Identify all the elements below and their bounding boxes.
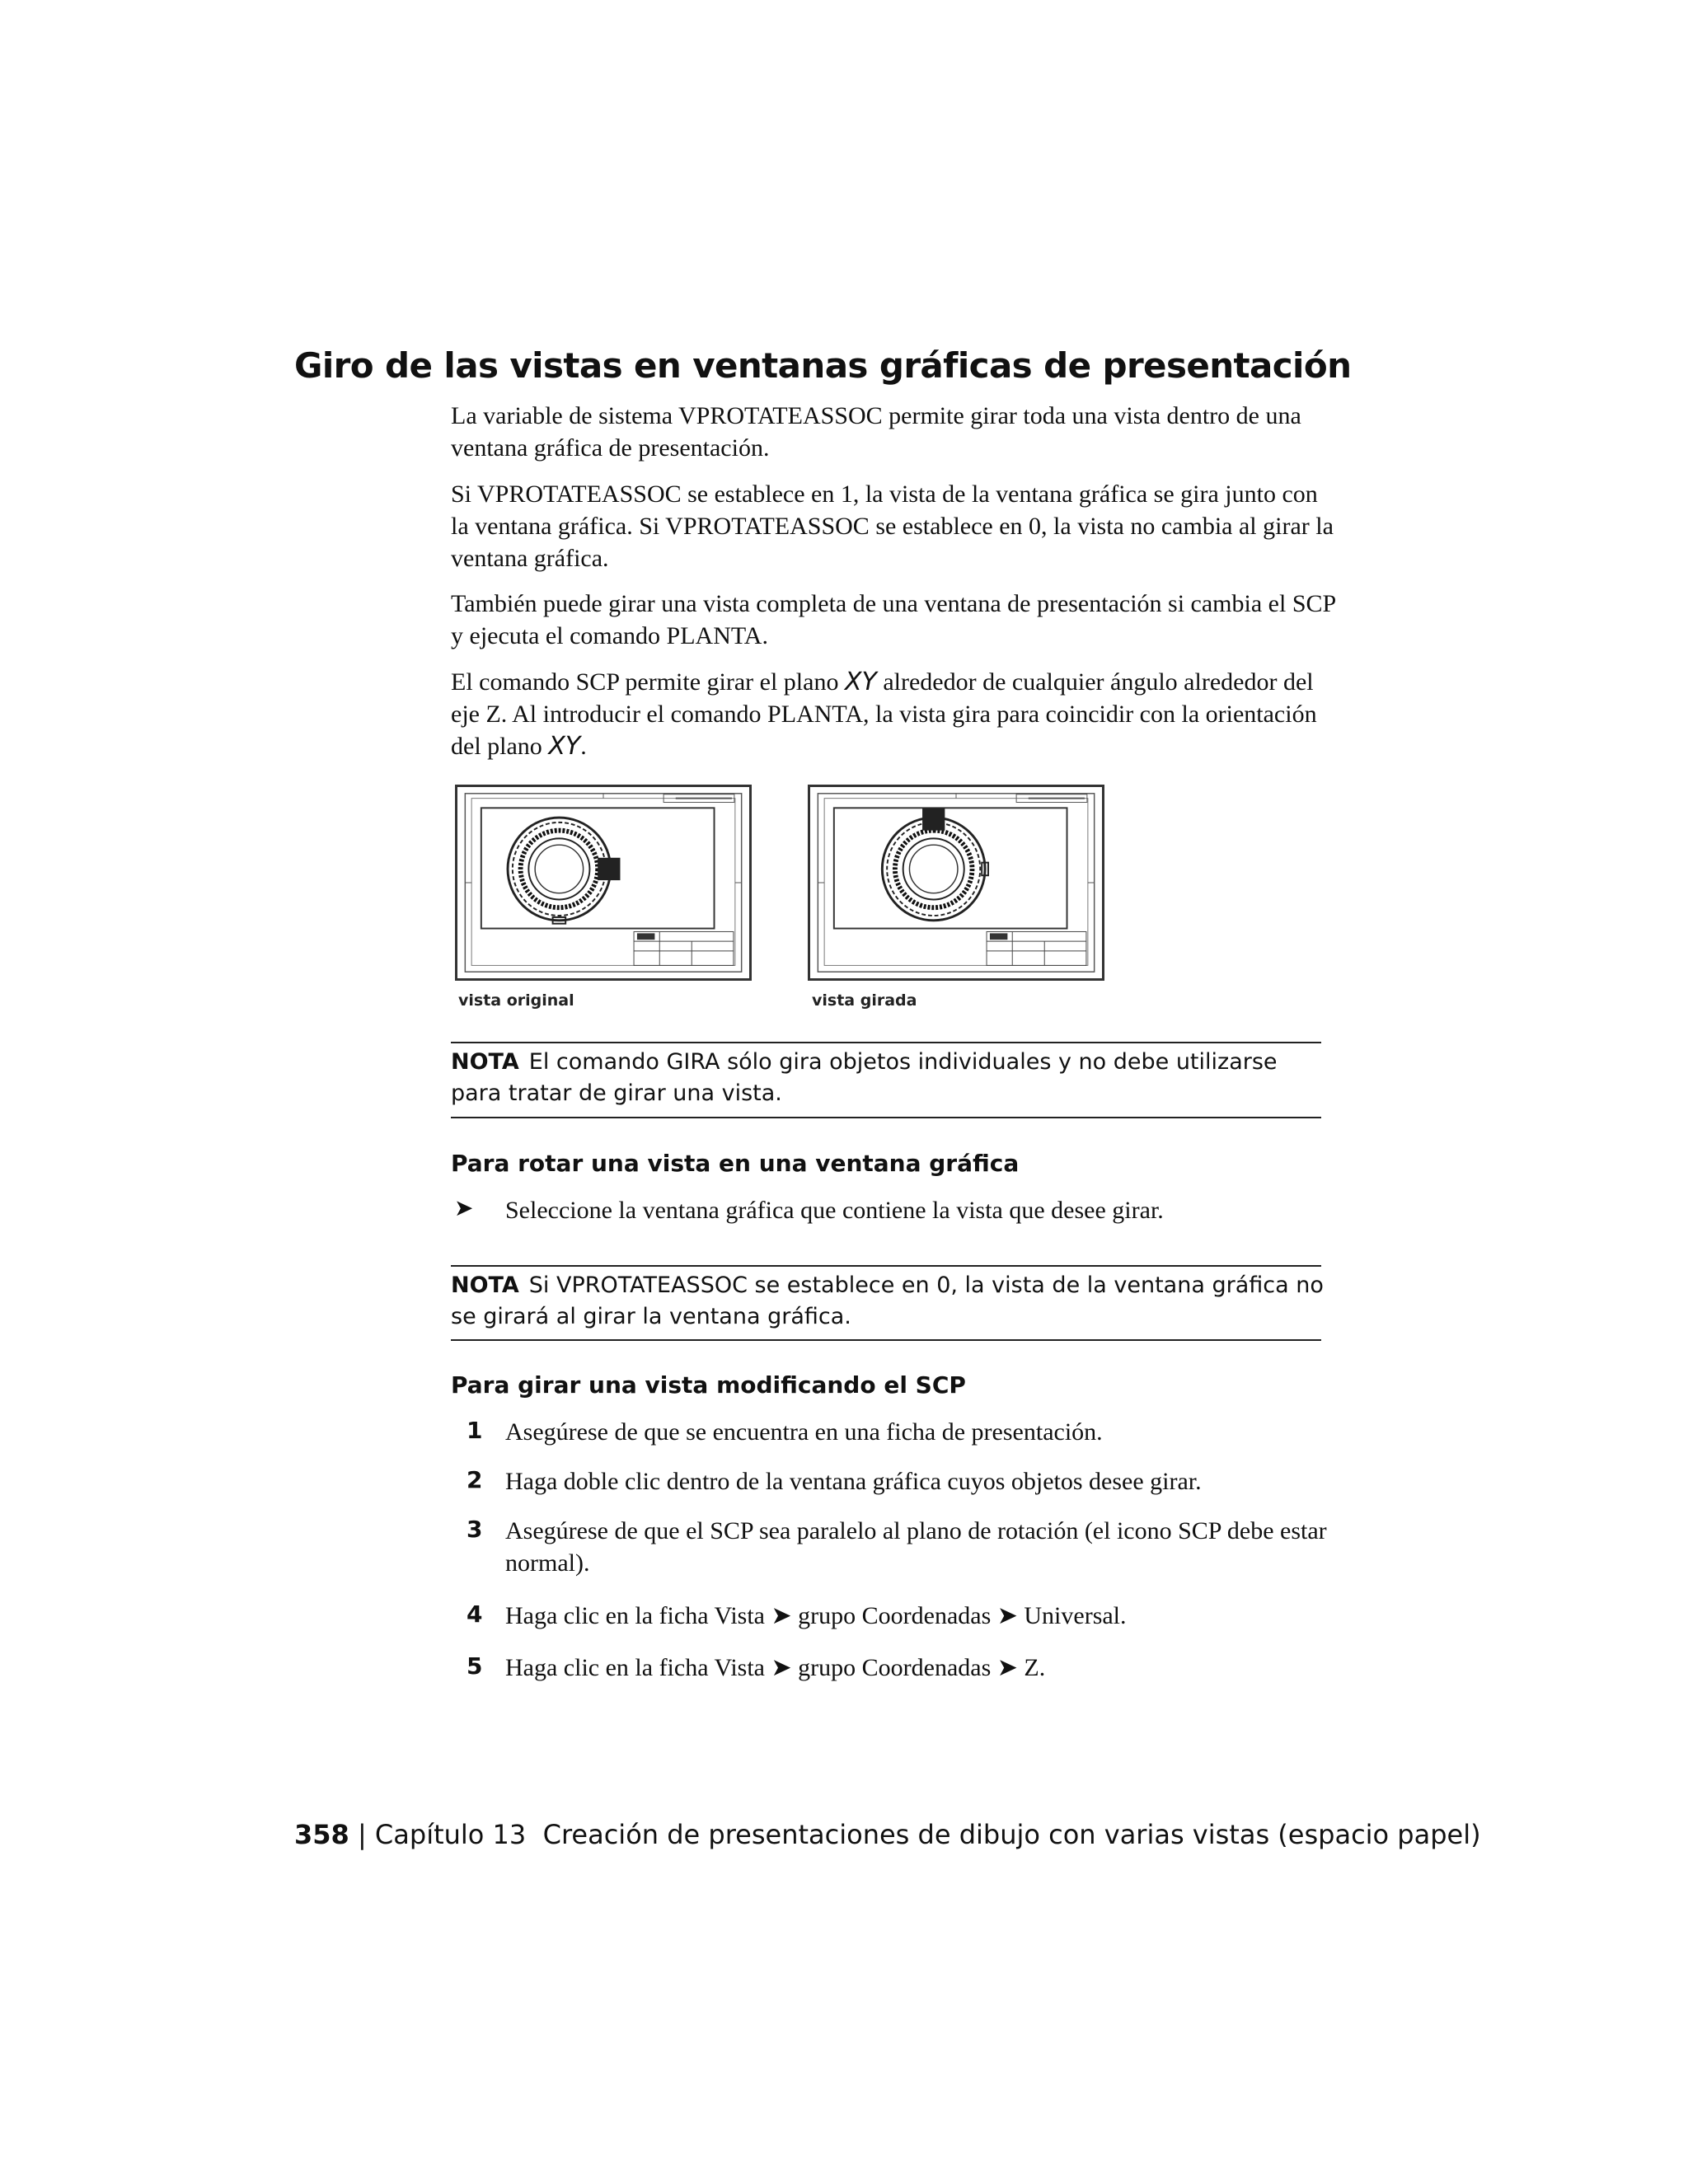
note-top-rule xyxy=(451,1265,1321,1267)
paragraph-3: También puede girar una vista completa de una ventana de presentación si cambia el SCP y ejecuta el comando PLANTA. xyxy=(451,590,1336,649)
paragraph-4: El comando SCP permite girar el plano XY alrededor de cualquier ángulo alrededor del eje Z. Al introducir el comando PLANTA, la vista gira para coincidir con la orientación del plano XY. xyxy=(451,668,1317,761)
figure-rotated-view xyxy=(808,785,1104,981)
note-top-rule xyxy=(451,1042,1321,1043)
note-2: NOTA Si VPROTATEASSOC se establece en 0, la vista de la ventana gráfica no se girará al girar la ventana gráfica. xyxy=(451,1272,1324,1329)
note-bottom-rule xyxy=(451,1339,1321,1341)
note-1: NOTA El comando GIRA sólo gira objetos individuales y no debe utilizarse para tratar de girar una vista. xyxy=(451,1049,1278,1106)
page-footer xyxy=(294,1819,1481,1850)
step-text: Haga clic en la ficha Vista ➤ grupo Coordenadas ➤ Universal. xyxy=(505,1602,1127,1629)
step-number: 3 xyxy=(467,1516,483,1543)
step-text: Asegúrese de que el SCP sea paralelo al plano de rotación (el icono SCP debe estar normal). xyxy=(505,1517,1327,1577)
figure-caption-rotated: vista girada xyxy=(812,991,917,1010)
layout-drawing-rotated xyxy=(810,787,1102,978)
procedure-heading-scp: Para girar una vista modificando el SCP xyxy=(451,1371,966,1399)
paragraph-2: Si VPROTATEASSOC se establece en 1, la vista de la ventana gráfica se gira junto con la ventana gráfica. Si VPROTATEASSOC se establece en 0, la vista no cambia al girar la ventana gráfica. xyxy=(451,480,1334,572)
xy-plane-term: XY xyxy=(844,668,877,696)
xy-plane-term: XY xyxy=(548,732,581,761)
step-text: Asegúrese de que se encuentra en una ficha de presentación. xyxy=(505,1418,1103,1446)
paragraph-1: La variable de sistema VPROTATEASSOC permite girar toda una vista dentro de una ventana gráfica de presentación. xyxy=(451,402,1301,462)
procedure-heading-rotate: Para rotar una vista en una ventana gráfica xyxy=(451,1150,1020,1177)
step-number: 5 xyxy=(467,1652,483,1680)
section-title: Giro de las vistas en ventanas gráficas de presentación xyxy=(294,345,1352,386)
figure-caption-original: vista original xyxy=(458,991,574,1010)
chapter-title: Creación de presentaciones de dibujo con varias vistas (espacio papel) xyxy=(542,1819,1481,1850)
footer-separator: | xyxy=(357,1819,367,1850)
figure-original-view xyxy=(455,785,752,981)
chapter-label: Capítulo 13 xyxy=(374,1819,527,1850)
step-number: 1 xyxy=(467,1417,483,1444)
page-number: 358 xyxy=(294,1819,349,1850)
step-number: 2 xyxy=(467,1466,483,1493)
arrow-bullet-icon: ➤ xyxy=(454,1196,474,1221)
step-text: Haga clic en la ficha Vista ➤ grupo Coordenadas ➤ Z. xyxy=(505,1654,1046,1681)
step-text: Haga doble clic dentro de la ventana gráfica cuyos objetos desee girar. xyxy=(505,1468,1202,1495)
note-label: NOTA xyxy=(451,1272,519,1298)
note-bottom-rule xyxy=(451,1117,1321,1118)
note-label: NOTA xyxy=(451,1049,519,1075)
layout-drawing-original xyxy=(457,787,749,978)
step-number: 4 xyxy=(467,1601,483,1628)
procedure-bullet-text: Seleccione la ventana gráfica que contiene la vista que desee girar. xyxy=(505,1197,1164,1224)
